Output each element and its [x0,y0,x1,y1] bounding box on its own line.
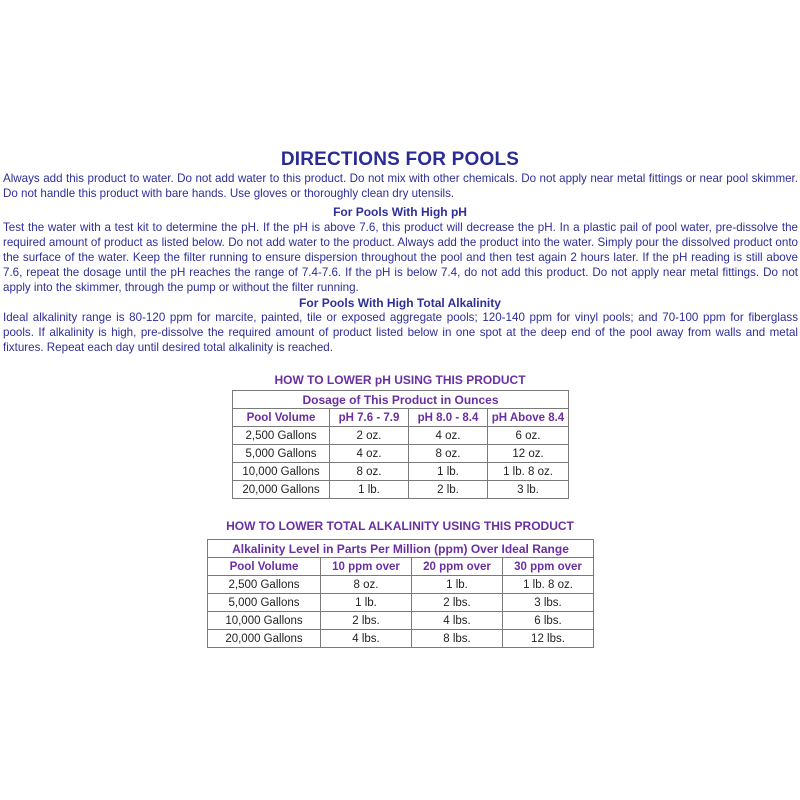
ph-table-caption: Dosage of This Product in Ounces [233,391,569,409]
intro-paragraph: Always add this product to water. Do not add water to this product. Do not mix with other chemicals. Do not apply near metal fittings or near pool skimmer. Do not handle this product with bare hands. Use gloves or thoroughly clean dry utensils. [3,172,798,200]
column-header: Pool Volume [233,409,330,427]
table-cell: 8 oz. [409,445,488,463]
table-cell: 8 lbs. [412,630,503,648]
table-cell: 10,000 Gallons [208,612,321,630]
column-header: pH 8.0 - 8.4 [409,409,488,427]
high-alkalinity-paragraph: Ideal alkalinity range is 80-120 ppm for marcite, painted, tile or exposed aggregate pools; 120-140 ppm for vinyl pools; and 70-100 ppm for fiberglass pools. If alkalinity is high, pre-dissolve the required amount of product listed below in one spot at the deep end of the pool away from walls and metal fixtures. Repeat each day until desired total alkalinity is reached. [3,311,798,354]
high-ph-heading: For Pools With High pH [333,205,467,219]
table-row [233,427,569,445]
table-cell: 2 oz. [330,427,409,445]
column-header: 30 ppm over [503,558,594,576]
column-header: Pool Volume [208,558,321,576]
table-row [208,612,594,630]
ph-dosage-table [232,390,569,499]
table-cell: 1 lb. [412,576,503,594]
table-cell: 8 oz. [330,463,409,481]
high-ph-paragraph: Test the water with a test kit to determine the pH. If the pH is above 7.6, this product will decrease the pH. In a plastic pail of pool water, pre-dissolve the required amount of product as listed below. Do not add water to the product. Always add the product into the water. Simply pour the dissolved product onto the surface of the water. Keep the filter running to ensure dispersion throughout the pool and then test again 2 hours later. If the pH reading is still above 7.6, repeat the dosage until the pH reaches the range of 7.4-7.6. If the pH is below 7.4, do not add this product. Do not apply near metal fittings. Do not apply into the skimmer, through the pump or without the filter running. [3,221,798,294]
table-cell: 12 oz. [488,445,569,463]
table-row [233,463,569,481]
column-header: pH 7.6 - 7.9 [330,409,409,427]
table-cell: 1 lb. 8 oz. [503,576,594,594]
table-cell: 2,500 Gallons [233,427,330,445]
table-cell: 4 lbs. [321,630,412,648]
table-cell: 3 lbs. [503,594,594,612]
alkalinity-table-title: HOW TO LOWER TOTAL ALKALINITY USING THIS PRODUCT [226,519,574,533]
table-cell: 5,000 Gallons [208,594,321,612]
table-cell: 1 lb. [321,594,412,612]
table-cell: 1 lb. [409,463,488,481]
table-cell: 2 lbs. [412,594,503,612]
table-row [233,445,569,463]
table-cell: 2 lb. [409,481,488,499]
column-header: pH Above 8.4 [488,409,569,427]
table-cell: 1 lb. 8 oz. [488,463,569,481]
page-title: DIRECTIONS FOR POOLS [280,149,520,170]
alkalinity-dosage-table [207,539,594,648]
table-cell: 20,000 Gallons [208,630,321,648]
table-cell: 4 lbs. [412,612,503,630]
table-cell: 2 lbs. [321,612,412,630]
alkalinity-table-caption: Alkalinity Level in Parts Per Million (ppm) Over Ideal Range [208,540,594,558]
table-cell: 1 lb. [330,481,409,499]
table-cell: 5,000 Gallons [233,445,330,463]
table-cell: 8 oz. [321,576,412,594]
column-header: 20 ppm over [412,558,503,576]
table-cell: 4 oz. [409,427,488,445]
table-cell: 6 lbs. [503,612,594,630]
table-cell: 20,000 Gallons [233,481,330,499]
table-cell: 10,000 Gallons [233,463,330,481]
table-cell: 4 oz. [330,445,409,463]
table-cell: 2,500 Gallons [208,576,321,594]
column-header: 10 ppm over [321,558,412,576]
table-row [208,594,594,612]
table-cell: 3 lb. [488,481,569,499]
high-alkalinity-heading: For Pools With High Total Alkalinity [299,296,501,310]
ph-table-title: HOW TO LOWER pH USING THIS PRODUCT [274,373,526,387]
table-cell: 12 lbs. [503,630,594,648]
table-row [208,630,594,648]
table-row [208,576,594,594]
table-cell: 6 oz. [488,427,569,445]
table-row [233,481,569,499]
